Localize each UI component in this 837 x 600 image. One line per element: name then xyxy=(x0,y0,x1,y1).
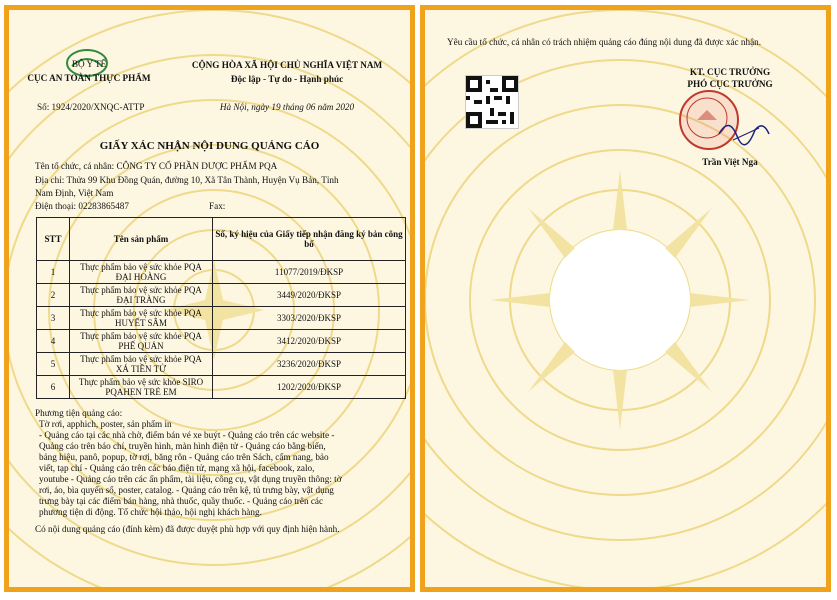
department-name: CỤC AN TOÀN THỰC PHẨM xyxy=(27,73,151,83)
organization-name: Tên tổ chức, cá nhân: CÔNG TY CỔ PHẦN DƯỢC PHẨM PQA xyxy=(35,161,278,171)
row-registration-number: 3303/2020/ĐKSP xyxy=(213,307,406,330)
row-registration-number: 3449/2020/ĐKSP xyxy=(213,284,406,307)
media-line: trưng bày tại các điểm bán hàng, nhà thuốc, quầy thuốc. - Quảng cáo trên các xyxy=(39,496,324,506)
address-line-1: Địa chỉ: Thửa 99 Khu Đồng Quán, đường 10, Xã Tân Thành, Huyện Vụ Bản, Tỉnh xyxy=(35,175,339,185)
table-header-row xyxy=(37,218,406,261)
signer-title-line-1: KT. CỤC TRƯỞNG xyxy=(689,67,771,77)
table-row xyxy=(37,284,406,307)
document-number: Số: 1924/2020/XNQC-ATTP xyxy=(37,102,145,112)
issue-date: Hà Nội, ngày 19 tháng 06 năm 2020 xyxy=(219,102,355,112)
row-stt: 2 xyxy=(37,284,70,307)
column-header-product-name: Tên sản phẩm xyxy=(70,218,213,261)
signer-name: Trần Việt Nga xyxy=(702,157,758,167)
table-row xyxy=(37,261,406,284)
media-line: phương tiện di động. Tổ chức hội thảo, hội nghị khách hàng. xyxy=(39,507,262,517)
closing-statement: Có nội dung quảng cáo (đính kèm) đã được duyệt phù hợp với quy định hiện hành. xyxy=(35,524,340,534)
product-table xyxy=(36,217,406,399)
document-title: GIẤY XÁC NHẬN NỘI DUNG QUẢNG CÁO xyxy=(99,140,320,152)
row-product-name: Thực phẩm bảo vệ sức khỏe PQA PHẾ QUẢN xyxy=(70,330,213,353)
row-product-name: Thực phẩm bảo vệ sức khỏe PQA ĐẠI TRÀNG xyxy=(70,284,213,307)
media-heading: Phương tiện quảng cáo: xyxy=(35,408,123,418)
compliance-request: Yêu cầu tổ chức, cá nhân có trách nhiệm quảng cáo đúng nội dung đã được xác nhận. xyxy=(447,37,762,47)
row-stt: 3 xyxy=(37,307,70,330)
signer-title-line-2: PHÓ CỤC TRƯỞNG xyxy=(687,79,773,89)
table-row xyxy=(37,353,406,376)
fax-number: Fax: xyxy=(209,201,226,211)
table-row xyxy=(37,330,406,353)
row-stt: 4 xyxy=(37,330,70,353)
table-row xyxy=(37,376,406,399)
row-registration-number: 3236/2020/ĐKSP xyxy=(213,353,406,376)
media-line: youtube - Quảng cáo trên các ấn phẩm, tài liệu, công cụ, vật dụng truyền thông: tờ xyxy=(39,474,342,484)
national-motto: Độc lập - Tự do - Hạnh phúc xyxy=(230,74,344,84)
column-header-registration: Số, ký hiệu của Giấy tiếp nhận đăng ký bản công bố xyxy=(213,218,406,261)
row-stt: 1 xyxy=(37,261,70,284)
row-stt: 5 xyxy=(37,353,70,376)
media-line: viết, tạp chí - Quảng cáo trên các báo điện tử, mạng xã hội, facebook, zalo, xyxy=(39,463,315,473)
media-line: rơi, áo, bìa quyển sổ, poster, catalog. - Quảng cáo trên kệ, tủ trưng bày, vật dụng xyxy=(39,485,334,495)
row-product-name: Thực phẩm bảo vệ sức khỏe PQA ĐẠI HOÀNG xyxy=(70,261,213,284)
media-line: bảng hiệu, panô, popup, tờ rơi, băng rôn - Quảng cáo trên Sách, cẩm nang, bảo xyxy=(39,452,329,462)
phone-number: Điện thoại: 02283865487 xyxy=(35,201,129,211)
document-page-2 xyxy=(420,5,831,592)
table-row xyxy=(37,307,406,330)
row-registration-number: 1202/2020/ĐKSP xyxy=(213,376,406,399)
media-line: Quảng cáo trên báo chí, truyền hình, màn hình điện tử - Quảng cáo bằng biển, xyxy=(39,441,326,451)
media-line: - Quảng cáo tại các nhà chờ, điểm bán vé xe buýt - Quảng cáo trên các website - xyxy=(39,430,335,440)
ministry-name: BỘ Y TẾ xyxy=(71,59,107,69)
qr-code-icon xyxy=(465,75,519,129)
row-registration-number: 11077/2019/ĐKSP xyxy=(213,261,406,284)
row-stt: 6 xyxy=(37,376,70,399)
row-product-name: Thực phẩm bảo vệ sức khỏe PQA XÁ TIỀN TỬ xyxy=(70,353,213,376)
row-registration-number: 3412/2020/ĐKSP xyxy=(213,330,406,353)
address-line-2: Nam Định, Việt Nam xyxy=(35,188,114,198)
column-header-stt: STT xyxy=(37,218,70,261)
signature-icon xyxy=(715,110,775,150)
nation-heading: CỘNG HÒA XÃ HỘI CHỦ NGHĨA VIỆT NAM xyxy=(191,60,383,70)
media-line: Tờ rơi, apphich, poster, sản phẩm in xyxy=(39,419,172,429)
document-page-1 xyxy=(4,5,415,592)
row-product-name: Thực phẩm bảo vệ sức khỏe PQA HUYẾT SÂM xyxy=(70,307,213,330)
row-product-name: Thực phẩm bảo vệ sức khỏe SIRO PQAHEN TRẺ EM xyxy=(70,376,213,399)
